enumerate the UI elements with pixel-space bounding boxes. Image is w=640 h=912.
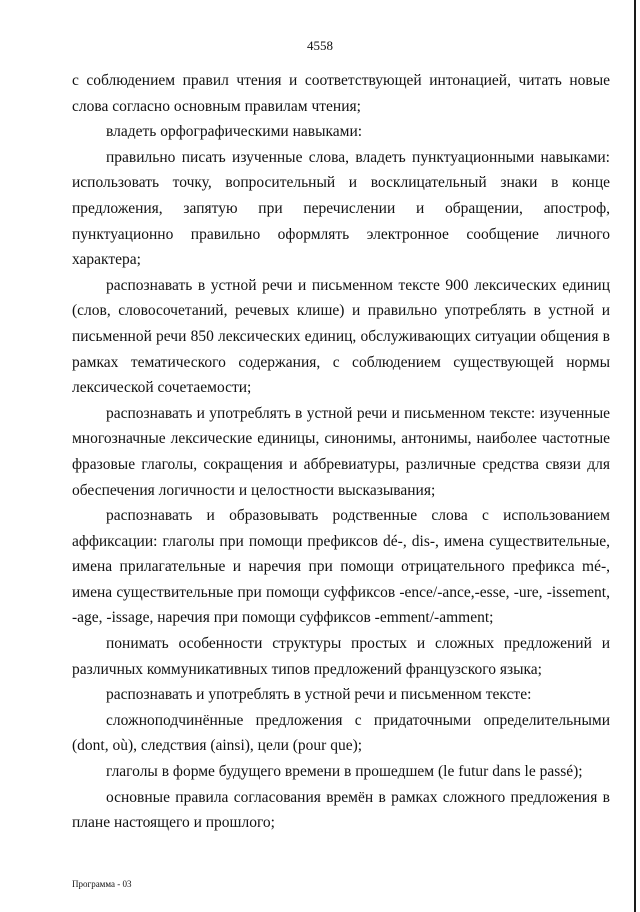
paragraph: распознавать и образовывать родственные слова с использованием аффиксации: глаголы при помощи префиксов dé-, dis-, имена существительные, имена прилагательные и наречия при помощи отрицательного префикса mé-, имена существительные при помощи суффиксов -ence/-ance,-esse, -ure, -issement, -age, -issage, наречия при помощи суффиксов -emment/-amment; [72, 507, 610, 627]
paragraph: с соблюдением правил чтения и соответствующей интонацией, читать новые слова согласно основным правилам чтения; [72, 72, 610, 115]
paragraph: владеть орфографическими навыками: [106, 123, 363, 141]
paragraph: распознавать и употреблять в устной речи и письменном тексте: [106, 686, 532, 704]
body-text [72, 68, 610, 836]
paragraph: распознавать и употреблять в устной речи и письменном тексте: изученные многозначные лексические единицы, синонимы, антонимы, наиболее частотные фразовые глаголы, сокращения и аббревиатуры, различные средства связи для обеспечения логичности и целостности высказывания; [72, 404, 610, 499]
paragraph: основные правила согласования времён в рамках сложного предложения в плане настоящего и прошлого; [72, 788, 610, 832]
paragraph: правильно писать изученные слова, владеть пунктуационными навыками: использовать точку, вопросительный и восклицательный знаки в конце предложения, запятую при перечислении и обращении, апостроф, пунктуационно правильно оформлять электронное сообщение личного характера; [72, 148, 610, 269]
footer-label: Программа - 03 [72, 879, 132, 889]
scan-edge [634, 0, 636, 912]
paragraph: распознавать в устной речи и письменном тексте 900 лексических единиц (слов, словосочетаний, речевых клише) и правильно употреблять в устной и письменной речи 850 лексических единиц, обслуживающих ситуации общения в рамках тематического содержания, с соблюдением существующей нормы лексической сочетаемости; [72, 276, 610, 397]
paragraph: понимать особенности структуры простых и сложных предложений и различных коммуникативных типов предложений французского языка; [72, 635, 610, 678]
page-number: 4558 [307, 38, 333, 53]
paragraph: сложноподчинённые предложения с придаточными определительными (dont, où), следствия (ainsi), цели (pour que); [72, 711, 610, 755]
paragraph: глаголы в форме будущего времени в прошедшем (le futur dans le passé); [106, 763, 583, 781]
